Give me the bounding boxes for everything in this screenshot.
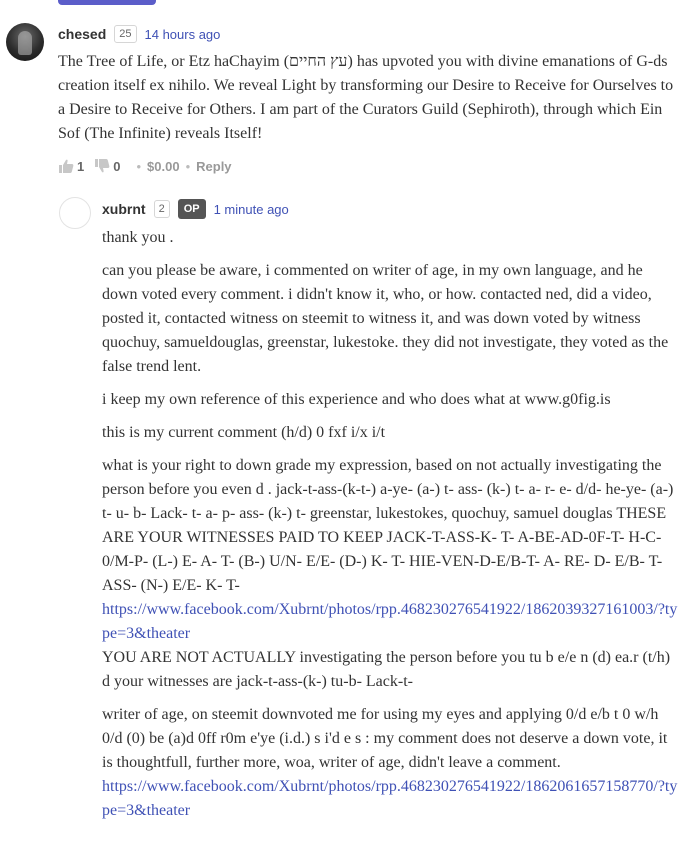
comment-paragraph: writer of age, on steemit downvoted me for using my eyes and applying 0/d e/b t 0 w/h 0/d (0) be (a)d 0ff r0m e'ye (i.d.) s i'd e s : my comment does not deserve a down vote, it is thoughtfull, further more, woa, writer of age, didn't leave a comment.: [102, 706, 668, 771]
comment-paragraph: what is your right to down grade my expression, based on not actually investigating the person before you even d . jack-t-ass-(k-t-) a-ye- (a-) t- ass- (k-) t- a- r- e- d/d- he-ye- (a-) t- u- b- Lack- t- a- p- ass- (k-) t- greenstar, lukestokes, quochuy, samuel douglas THESE ARE YOUR WITNESSES PAID TO KEEP JACK-T-ASS-K- T- A-BE-AD-0F-T- H-C- 0/M-P- (L-) E- A- T- (B-) U/N- E/E- (D-) K- T- HIE-VEN-D-E/B-T- A- RE- D- E/B- T- ASS- (N-) E/E- K- T-: [102, 457, 674, 594]
comment-footer: [58, 156, 232, 176]
author-name[interactable]: chesed: [58, 26, 107, 42]
separator-dot: •: [136, 158, 142, 174]
comment-paragraph: i keep my own reference of this experience and who does what at www.g0fig.is: [102, 391, 611, 408]
comment-body: [58, 50, 683, 146]
avatar[interactable]: [59, 197, 91, 229]
op-badge: OP: [178, 199, 206, 219]
timestamp-link[interactable]: 14 hours ago: [144, 26, 221, 42]
timestamp-link[interactable]: 1 minute ago: [213, 201, 289, 217]
comment-paragraph: thank you .: [102, 229, 174, 246]
thumbs-up-icon: [58, 159, 74, 173]
upvote-count: 1: [77, 158, 85, 174]
comment-text: The Tree of Life, or Etz haChayim (עץ החיים) has upvoted you with divine emanations of G-ds creation itself ex nihilo. We reveal Light by transforming our Desire to Receive for Ourselves to a Desire to Receive for Others. I am part of the Curators Guild (Sephiroth), through which Ein Sof (The Infinite) reveals Itself!: [58, 53, 674, 142]
comment-paragraph: this is my current comment (h/d) 0 fxf i/x i/t: [102, 424, 386, 441]
comment-header: [58, 24, 220, 44]
downvote-count: 0: [113, 158, 121, 174]
comment-paragraph: YOU ARE NOT ACTUALLY investigating the person before you tu b e/e n (d) ea.r (t/h) d your witnesses are jack-t-ass-(k-) tu-b- Lack-t-: [102, 649, 671, 690]
payout-value[interactable]: $0.00: [147, 158, 180, 174]
reputation-badge: 25: [114, 25, 136, 43]
reputation-badge: 2: [154, 200, 170, 218]
comment-body: [102, 226, 680, 823]
comment-header: [102, 198, 289, 220]
avatar[interactable]: [6, 23, 44, 61]
downvote-button[interactable]: [94, 159, 120, 174]
facebook-link[interactable]: https://www.facebook.com/Xubrnt/photos/rpp.468230276541922/1862061657158770/?type=3&theater: [102, 778, 678, 819]
comment-paragraph: can you please be aware, i commented on writer of age, in my own language, and he down voted every comment. i didn't know it, who, or how. contacted ned, did a video, posted it, contacted witness on steemit to witness it, and was down voted by witness quochuy, samueldouglas, greenstar, lukestoke. they did not investigate, they voted as the false trend lent.: [102, 262, 669, 375]
reply-button[interactable]: Reply: [196, 158, 232, 174]
facebook-link[interactable]: https://www.facebook.com/Xubrnt/photos/rpp.468230276541922/1862039327161003/?type=3&theater: [102, 601, 678, 642]
top-action-button[interactable]: [58, 0, 156, 5]
thumbs-down-icon: [94, 159, 110, 173]
author-name[interactable]: xubrnt: [102, 201, 146, 217]
separator-dot: •: [185, 158, 191, 174]
upvote-button[interactable]: [58, 159, 84, 174]
